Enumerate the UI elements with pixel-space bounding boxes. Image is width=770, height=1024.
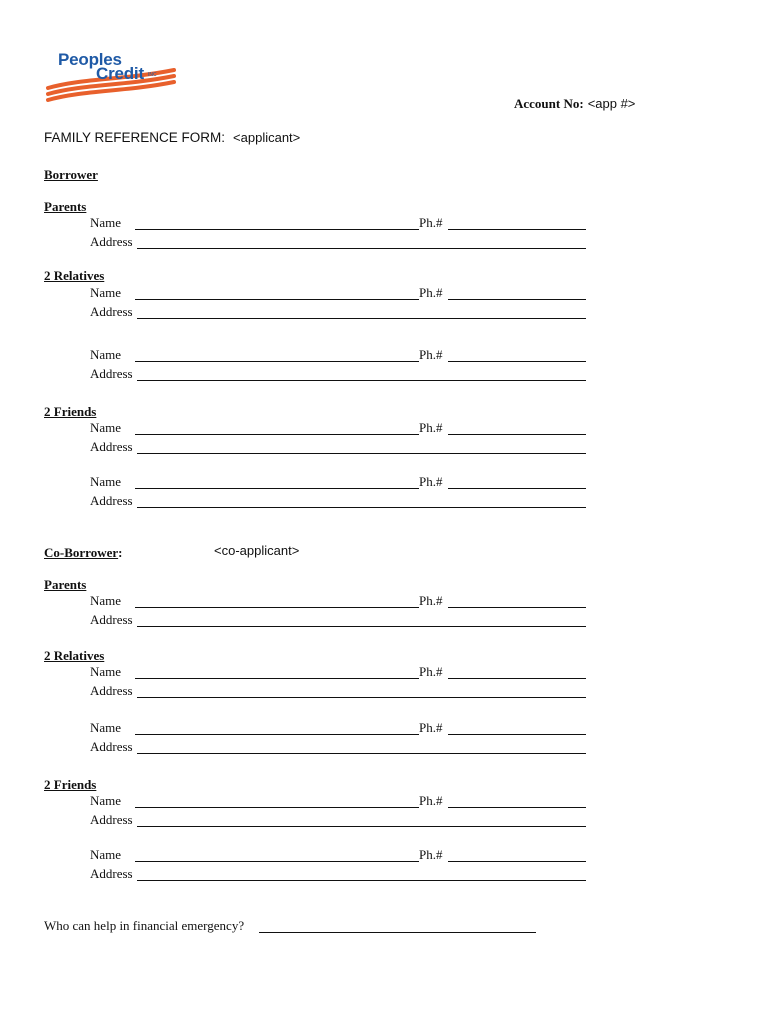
address-field[interactable]: [137, 826, 586, 827]
coborrower-friends-heading: 2 Friends: [44, 777, 97, 792]
address-label: Address: [90, 439, 133, 454]
address-field[interactable]: [137, 626, 586, 627]
phone-field[interactable]: [448, 607, 586, 608]
phone-field[interactable]: [448, 488, 586, 489]
name-label: Name: [90, 847, 122, 862]
address-label: Address: [90, 683, 133, 698]
name-label: Name: [90, 420, 122, 435]
phone-label: Ph.#: [419, 215, 443, 230]
phone-field[interactable]: [448, 361, 586, 362]
phone-label: Ph.#: [419, 474, 443, 489]
logo-text-credit: Credit: [96, 64, 144, 83]
address-field[interactable]: [137, 507, 586, 508]
coapplicant-value: <co-applicant>: [214, 543, 300, 558]
phone-field[interactable]: [448, 299, 586, 300]
borrower-parents-heading: Parents: [44, 199, 87, 214]
name-label: Name: [90, 593, 122, 608]
name-label: Name: [90, 215, 122, 230]
address-label: Address: [90, 739, 133, 754]
form-title-text: FAMILY REFERENCE FORM:: [44, 130, 226, 145]
logo-text-inc: INC: [148, 72, 157, 78]
coborrower-heading-colon: :: [118, 545, 123, 560]
phone-label: Ph.#: [419, 664, 443, 679]
address-label: Address: [90, 234, 133, 249]
address-field[interactable]: [137, 248, 586, 249]
phone-label: Ph.#: [419, 285, 443, 300]
address-label: Address: [90, 493, 133, 508]
name-field[interactable]: [135, 488, 419, 489]
address-field[interactable]: [137, 880, 586, 881]
phone-label: Ph.#: [419, 720, 443, 735]
phone-label: Ph.#: [419, 347, 443, 362]
borrower-friends-heading: 2 Friends: [44, 404, 97, 419]
account-number: [514, 95, 635, 113]
phone-label: Ph.#: [419, 847, 443, 862]
account-label: Account No:: [514, 96, 584, 111]
phone-field[interactable]: [448, 229, 586, 230]
coborrower-heading-text: Co-Borrower: [44, 545, 119, 560]
name-label: Name: [90, 474, 122, 489]
phone-label: Ph.#: [419, 593, 443, 608]
form-title: [44, 129, 300, 147]
name-label: Name: [90, 285, 122, 300]
address-label: Address: [90, 304, 133, 319]
name-field[interactable]: [135, 734, 419, 735]
name-label: Name: [90, 720, 122, 735]
name-field[interactable]: [135, 299, 419, 300]
address-field[interactable]: [137, 697, 586, 698]
address-field[interactable]: [137, 380, 586, 381]
name-field[interactable]: [135, 607, 419, 608]
address-label: Address: [90, 866, 133, 881]
name-field[interactable]: [135, 678, 419, 679]
phone-field[interactable]: [448, 678, 586, 679]
address-label: Address: [90, 612, 133, 627]
borrower-heading: Borrower: [44, 167, 98, 182]
address-field[interactable]: [137, 753, 586, 754]
address-field[interactable]: [137, 453, 586, 454]
address-label: Address: [90, 812, 133, 827]
name-label: Name: [90, 793, 122, 808]
address-field[interactable]: [137, 318, 586, 319]
phone-label: Ph.#: [419, 420, 443, 435]
phone-field[interactable]: [448, 734, 586, 735]
coborrower-relatives-heading: 2 Relatives: [44, 648, 105, 663]
phone-label: Ph.#: [419, 793, 443, 808]
coborrower-heading: [44, 545, 122, 561]
phone-field[interactable]: [448, 861, 586, 862]
emergency-field[interactable]: [259, 932, 536, 933]
name-field[interactable]: [135, 861, 419, 862]
account-value: <app #>: [587, 96, 636, 111]
emergency-question: Who can help in financial emergency?: [44, 918, 245, 933]
borrower-relatives-heading: 2 Relatives: [44, 268, 105, 283]
name-field[interactable]: [135, 434, 419, 435]
name-field[interactable]: [135, 361, 419, 362]
phone-field[interactable]: [448, 807, 586, 808]
address-label: Address: [90, 366, 133, 381]
name-label: Name: [90, 347, 122, 362]
coborrower-parents-heading: Parents: [44, 577, 87, 592]
logo-text-peoples: Peoples: [58, 50, 122, 69]
name-label: Name: [90, 664, 122, 679]
applicant-value: <applicant>: [233, 130, 301, 145]
name-field[interactable]: [135, 229, 419, 230]
name-field[interactable]: [135, 807, 419, 808]
phone-field[interactable]: [448, 434, 586, 435]
